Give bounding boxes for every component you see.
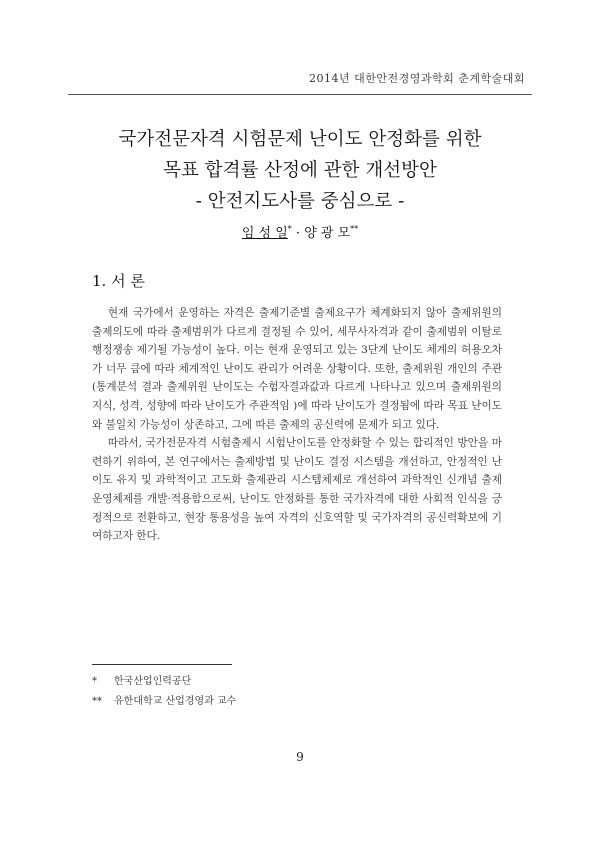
paragraph-1: 현재 국가에서 운영하는 자격은 출제기준별 출제요구가 체계화되지 않아 출제위원의 출제의도에 따라 출제범위가 다르게 결정될 수 있어, 세무사자격과 같이 출제범위 이탈로 행정쟁송 제기될 가능성이 높다. 이는 현재 운영되고 있는 3단계 난이도 체계의 허용오차가 너무 큼에 따라 체계적인 난이도 관리가 어려운 상황이다. 또한, 출제위원 개인의 주관(통계분석 결과 출제위원 난이도는 수험자결과값과 다르게 나타나고 있으며 출제위원의 지식, 성격, 성향에 따라 난이도가 주관적임 )에 따라 난이도가 결정됨에 따라 목표 난이도와 불일치 가능성이 상존하고, 그에 따른 출제의 공신력에 문제가 되고 있다. <box>92 307 502 431</box>
title-line-1: 국가전문자격 시험문제 난이도 안정화를 위한 <box>118 129 482 150</box>
running-header: 2014년 대한안전경영과학회 춘계학술대회 <box>308 72 525 85</box>
paper-title <box>0 124 600 217</box>
footnote-1 <box>92 672 236 692</box>
author-1-name: 임 성 일 <box>241 226 288 241</box>
footnote-2-mark: ** <box>92 696 102 707</box>
author-line <box>0 222 600 241</box>
section-body <box>92 304 502 546</box>
footnote-2 <box>92 692 236 712</box>
page-number: 9 <box>296 750 304 764</box>
footnotes <box>92 672 236 712</box>
title-line-3: - 안전지도사를 중심으로 - <box>195 191 405 212</box>
author-2-mark: ** <box>350 224 359 234</box>
header-rule <box>68 94 532 95</box>
section-heading: 1. 서 론 <box>92 272 145 290</box>
footnote-2-text: 유한대학교 산업경영과 교수 <box>114 696 237 707</box>
author-1-mark: * <box>287 224 292 234</box>
author-2-name: 양 광 모 <box>304 226 351 241</box>
author-separator: · <box>295 226 301 241</box>
footnote-rule <box>92 664 232 665</box>
footnote-1-mark: * <box>92 676 97 687</box>
title-line-2: 목표 합격률 산정에 관한 개선방안 <box>163 160 437 181</box>
footnote-1-text: 한국산업인력공단 <box>114 676 192 687</box>
paragraph-2: 따라서, 국가전문자격 시험출제시 시험난이도를 안정화할 수 있는 합리적인 방안을 마련하기 위하여, 본 연구에서는 출제방법 및 난이도 결정 시스템을 개선하고, 안정적인 난이도 유지 및 과학적이고 고도화 출제관리 시스템체제로 개선하여 과학적인 신개념 출제운영체제를 개발·적용함으로써, 난이도 안정화를 통한 국가자격에 대한 사회적 인식을 긍정적으로 전환하고, 현장 통용성을 높여 자격의 신호역할 및 국가자격의 공신력확보에 기여하고자 한다. <box>92 437 502 543</box>
